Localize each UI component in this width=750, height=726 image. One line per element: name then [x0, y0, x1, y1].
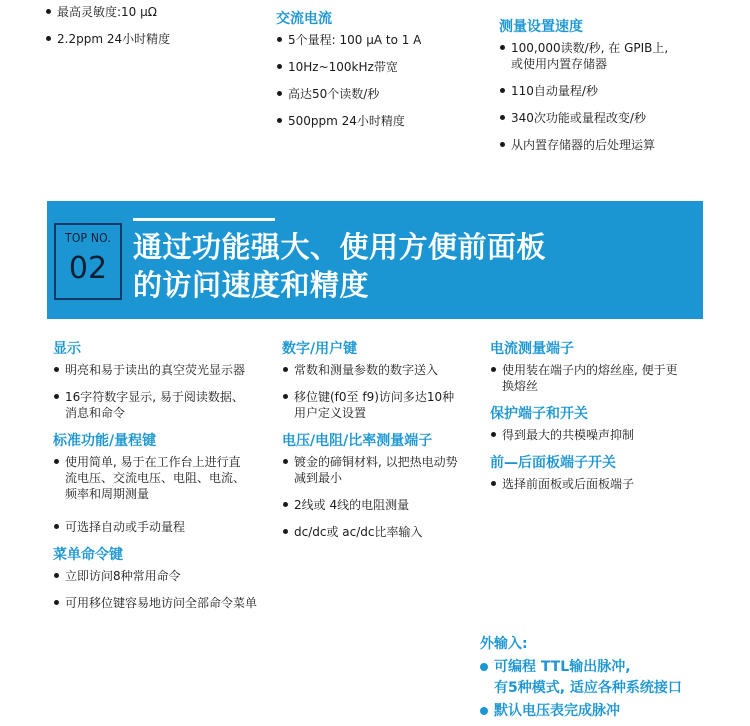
- banner-title: [133, 228, 546, 304]
- section-heading: 数字/用户键: [282, 341, 358, 357]
- section-heading: 外输入:: [480, 636, 528, 652]
- menu-keys-list: [53, 568, 275, 611]
- list-item: 110自动量程/秒: [499, 83, 739, 99]
- external-input-list: [480, 657, 740, 722]
- numeric-keys-list: [282, 362, 488, 421]
- list-item: 使用装在端子内的熔丝座, 便于更 换熔丝: [490, 362, 712, 394]
- list-item: 默认电压表完成脉冲: [480, 701, 740, 722]
- list-item: 2线或 4线的电阻测量: [282, 497, 488, 513]
- current-terminals-list: [490, 362, 712, 394]
- bottom-col-1: [53, 340, 275, 622]
- bottom-col-3: [490, 340, 712, 503]
- list-item: 移位键(f0至 f9)访问多达10种 用户定义设置: [282, 389, 488, 421]
- section-heading: 保护端子和开关: [490, 406, 588, 422]
- section-heading: 标准功能/量程键: [53, 433, 157, 449]
- list-item: 500ppm 24小时精度: [276, 113, 496, 129]
- list-item: 立即访问8种常用命令: [53, 568, 275, 584]
- list-item: 得到最大的共模噪声抑制: [490, 427, 712, 443]
- list-item: 340次功能或量程改变/秒: [499, 110, 739, 126]
- list-item: 明亮和易于读出的真空荧光显示器: [53, 362, 275, 378]
- list-item: 常数和测量参数的数字送入: [282, 362, 488, 378]
- section-heading: 电压/电阻/比率测量端子: [282, 433, 433, 449]
- list-item: 10Hz~100kHz带宽: [276, 59, 496, 75]
- badge-number: 02: [68, 251, 108, 286]
- section-heading: 电流测量端子: [490, 341, 574, 357]
- banner-title-line-1: 通过功能强大、使用方便前面板: [133, 230, 547, 264]
- external-input-section: [480, 635, 740, 724]
- list-item: 最高灵敏度:10 μΩ: [45, 4, 265, 20]
- list-item: 高达50个读数/秒: [276, 86, 496, 102]
- bottom-col-2: [282, 340, 488, 551]
- top-number-badge: [54, 223, 122, 300]
- section-heading: 前—后面板端子开关: [490, 455, 616, 471]
- top-col-2: [276, 10, 496, 140]
- section-heading: 交流电流: [276, 11, 332, 27]
- list-item: 选择前面板或后面板端子: [490, 476, 712, 492]
- title-rule: [133, 218, 275, 221]
- voltage-terminals-list: [282, 454, 488, 540]
- guard-terminals-list: [490, 427, 712, 443]
- section-banner: [47, 201, 703, 319]
- list-item: 可选择自动或手动量程: [53, 519, 275, 535]
- section-heading: 菜单命令键: [53, 547, 123, 563]
- top-col-1-list: [45, 4, 265, 47]
- banner-title-line-2: 的访问速度和精度: [133, 268, 370, 302]
- badge-label: TOP NO.: [65, 231, 111, 245]
- section-heading: 测量设置速度: [499, 19, 583, 35]
- function-keys-list: [53, 454, 275, 535]
- display-list: [53, 362, 275, 421]
- list-item: 100,000读数/秒, 在 GPIB上, 或使用内置存储器: [499, 40, 739, 72]
- list-item: 可用移位键容易地访问全部命令菜单: [53, 595, 275, 611]
- list-item: 可编程 TTL输出脉冲, 有5种模式, 适应各种系统接口: [480, 657, 740, 699]
- list-item: 5个量程: 100 μA to 1 A: [276, 32, 496, 48]
- list-item: 从内置存储器的后处理运算: [499, 137, 739, 153]
- top-col-2-list: [276, 32, 496, 129]
- top-col-1: [45, 4, 265, 58]
- list-item: 镀金的碲铜材料, 以把热电动势 减到最小: [282, 454, 488, 486]
- list-item: 使用简单, 易于在工作台上进行直 流电压、交流电压、电阻、电流、 频率和周期测量: [53, 454, 275, 502]
- front-rear-switch-list: [490, 476, 712, 492]
- section-heading: 显示: [53, 341, 81, 357]
- list-item: 2.2ppm 24小时精度: [45, 31, 265, 47]
- top-col-3-list: [499, 40, 739, 153]
- list-item: dc/dc或 ac/dc比率输入: [282, 524, 488, 540]
- top-col-3: [499, 18, 739, 164]
- list-item: 16字符数字显示, 易于阅读数据、 消息和命令: [53, 389, 275, 421]
